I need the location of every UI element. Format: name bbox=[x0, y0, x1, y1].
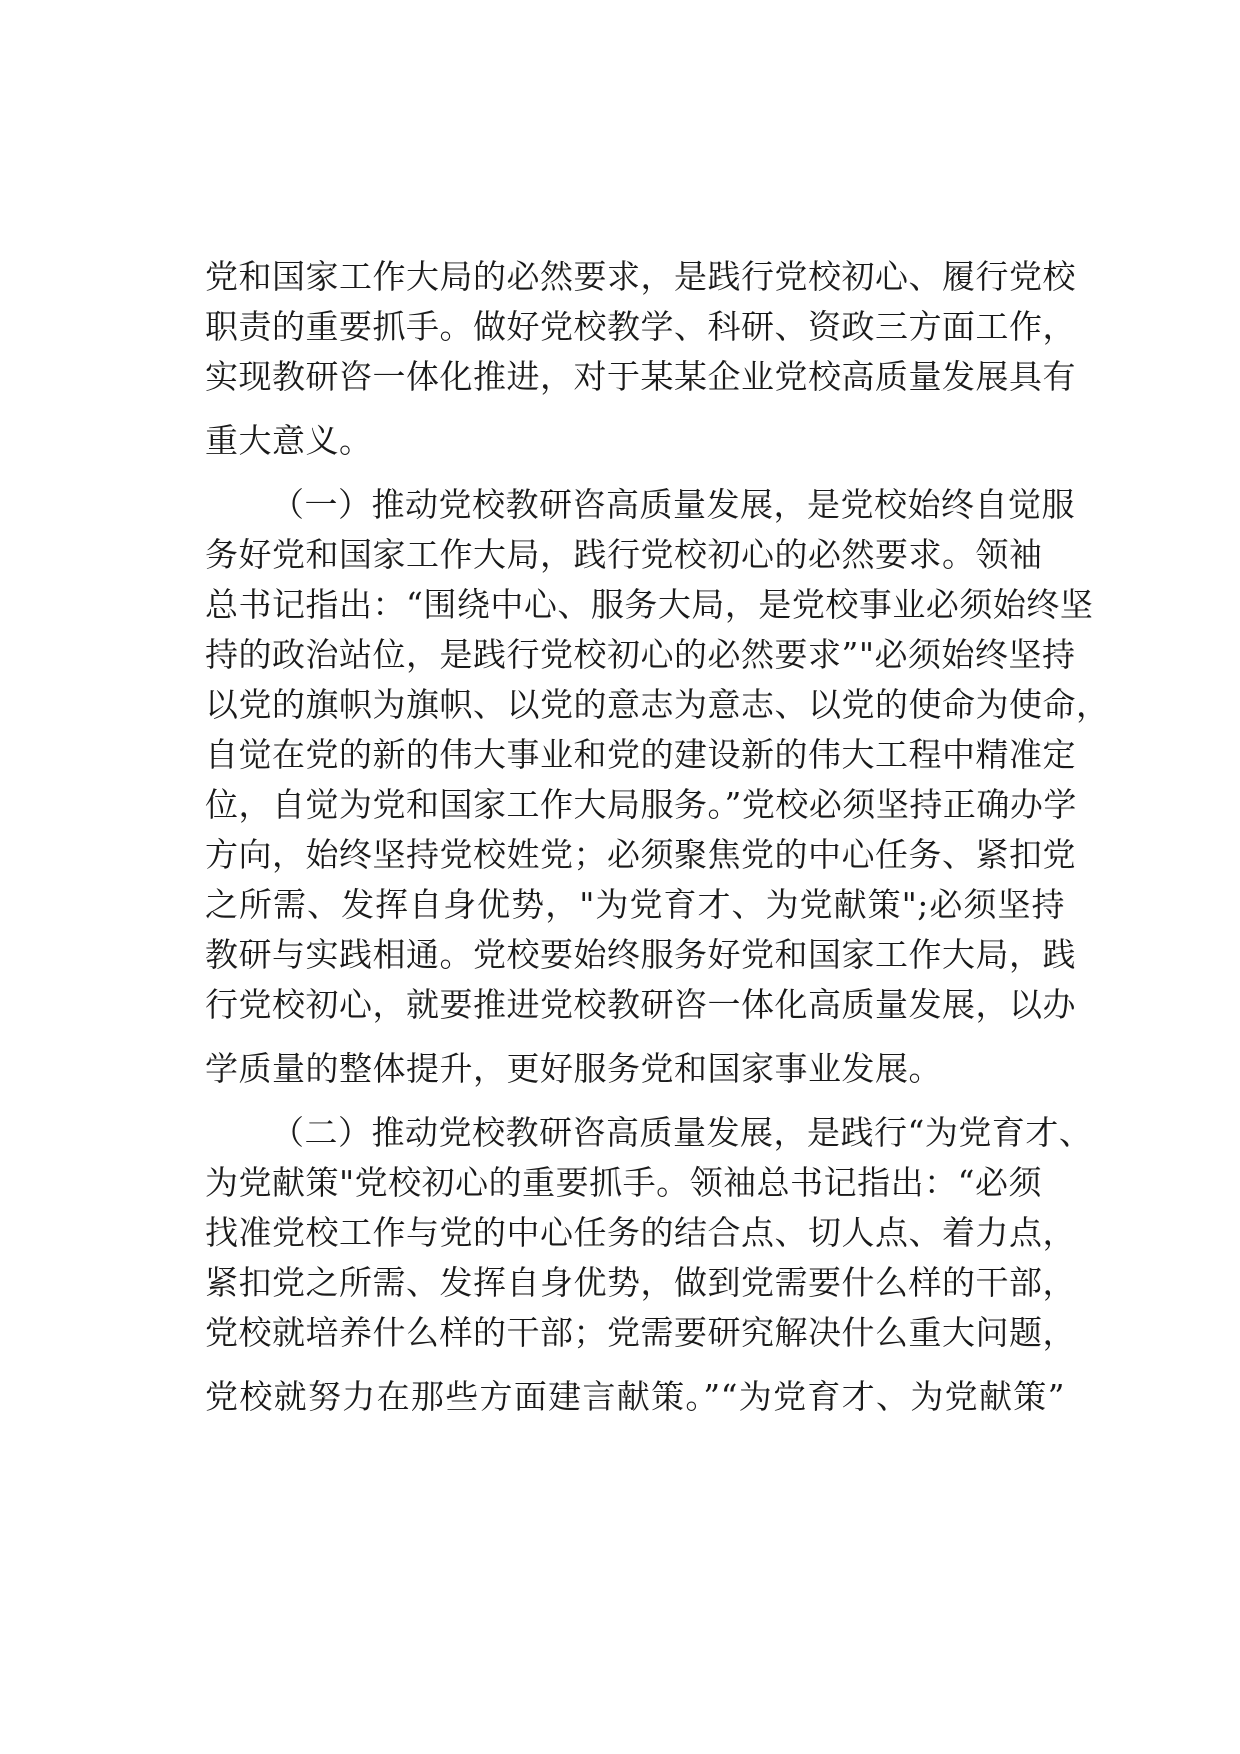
text-line: 教研与实践相通。党校要始终服务好党和国家工作大局，践 bbox=[205, 935, 1076, 974]
text-line: 找准党校工作与党的中心任务的结合点、切人点、着力点， bbox=[205, 1213, 1076, 1252]
text-line: 之所需、发挥自身优势，"为党育才、为党献策";必须坚持 bbox=[205, 885, 1065, 924]
text-line: 以党的旗帜为旗帜、以党的意志为意志、以党的使命为使命， bbox=[205, 685, 1110, 724]
text-line: 位，自觉为党和国家工作大局服务。”党校必须坚持正确办学 bbox=[205, 785, 1077, 824]
paragraph-heading-line: （一）推动党校教研咨高质量发展，是党校始终自觉服 bbox=[271, 485, 1075, 524]
text-line: 职责的重要抓手。做好党校教学、科研、资政三方面工作， bbox=[205, 307, 1076, 346]
text-line: 持的政治站位，是践行党校初心的必然要求”"必须始终坚持 bbox=[205, 635, 1076, 674]
text-line: 党和国家工作大局的必然要求，是践行党校初心、履行党校 bbox=[205, 257, 1076, 296]
text-line: 务好党和国家工作大局，践行党校初心的必然要求。领袖 bbox=[205, 535, 1043, 574]
text-line: 党校就培养什么样的干部；党需要研究解决什么重大问题， bbox=[205, 1313, 1076, 1352]
text-line: 自觉在党的新的伟大事业和党的建设新的伟大工程中精准定 bbox=[205, 735, 1076, 774]
text-line: 总书记指出：“围绕中心、服务大局，是党校事业必须始终坚 bbox=[205, 585, 1094, 624]
text-line: 重大意义。 bbox=[205, 421, 373, 460]
paragraph-heading-line: （二）推动党校教研咨高质量发展，是践行“为党育才、 bbox=[271, 1113, 1093, 1152]
text-line: 为党献策"党校初心的重要抓手。领袖总书记指出：“必须 bbox=[205, 1163, 1043, 1202]
text-line: 学质量的整体提升，更好服务党和国家事业发展。 bbox=[205, 1049, 942, 1088]
text-line: 党校就努力在那些方面建言献策。”“为党育才、为党献策” bbox=[205, 1377, 1065, 1416]
text-line: 实现教研咨一体化推进，对于某某企业党校高质量发展具有 bbox=[205, 357, 1076, 396]
text-line: 紧扣党之所需、发挥自身优势，做到党需要什么样的干部， bbox=[205, 1263, 1076, 1302]
text-line: 方向，始终坚持党校姓党；必须聚焦党的中心任务、紧扣党 bbox=[205, 835, 1076, 874]
body-text bbox=[205, 252, 1110, 1422]
text-line: 行党校初心，就要推进党校教研咨一体化高质量发展，以办 bbox=[205, 985, 1076, 1024]
